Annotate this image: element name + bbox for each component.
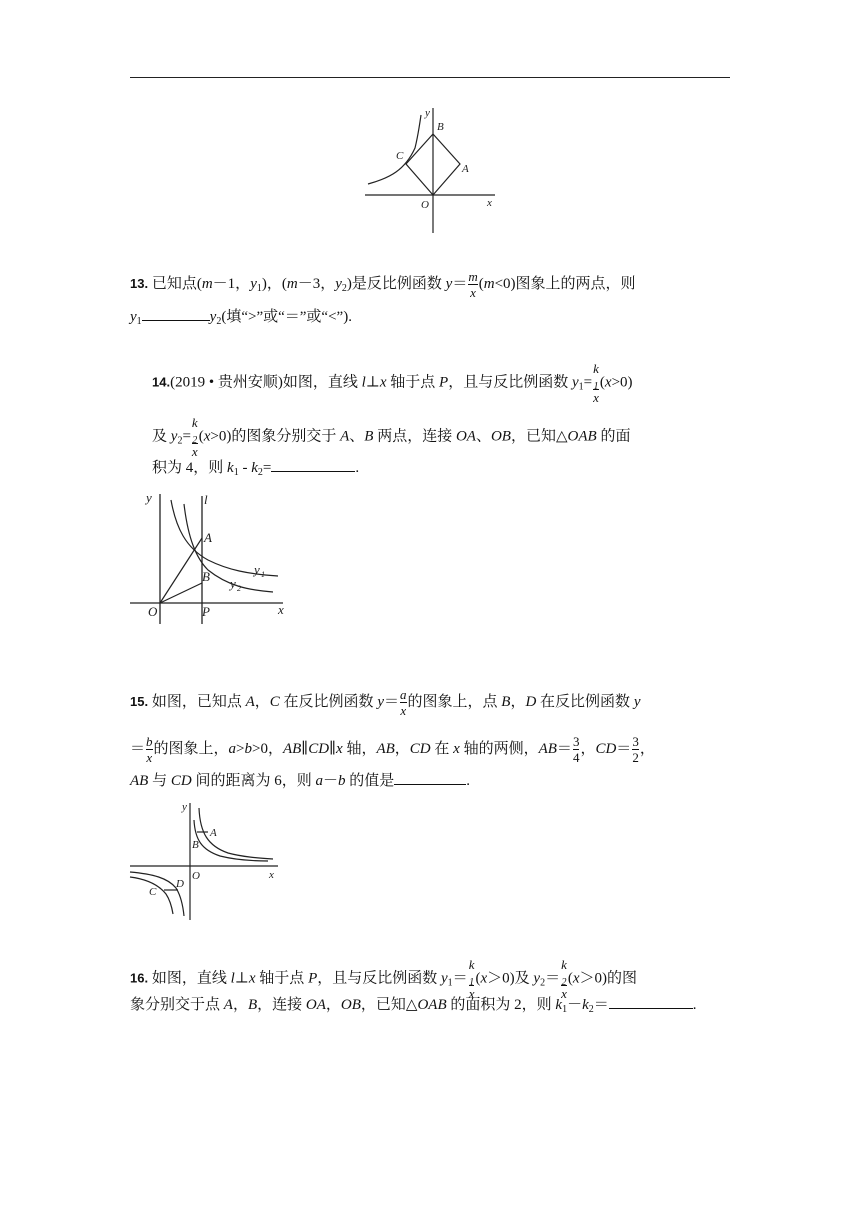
q15-text: 如图，已知点: [151, 693, 246, 710]
q16-var: k: [555, 997, 563, 1013]
fig14-label-x: x: [278, 602, 284, 617]
q14-text: -: [238, 460, 252, 476]
q16-var: x: [248, 970, 256, 987]
q15-var: AB: [538, 740, 557, 757]
q15-text: 轴的两侧，: [459, 740, 539, 757]
q16-text: ，: [325, 997, 341, 1013]
q16-text: ＞0)及: [487, 970, 534, 987]
fig14-label-p: P: [202, 604, 210, 619]
fig14-label-b: B: [202, 569, 210, 584]
q13-text: (填“>”或“＝”或“<”).: [221, 309, 352, 325]
q16-var: x: [572, 970, 580, 987]
q14-line-2: [152, 416, 630, 458]
q13-answer-blank[interactable]: [142, 319, 210, 321]
fig15-label-c: C: [149, 886, 157, 898]
q15-frac3-num: 3: [572, 734, 580, 749]
q13-text: )是反比例函数: [346, 275, 446, 292]
q16-text: ⊥: [234, 970, 249, 987]
q16-text: ＝: [452, 970, 468, 987]
fig15-label-d: D: [176, 878, 184, 890]
fig14-label-l: l: [204, 492, 208, 507]
q14-text: =: [182, 428, 191, 445]
q15-text: ，: [510, 693, 526, 710]
q14-var: k: [227, 460, 234, 476]
q13-var: m: [286, 275, 298, 292]
q14-number: 14.: [152, 374, 171, 390]
q16-line-2: [130, 998, 697, 1013]
q15-text: 的值是: [345, 773, 395, 789]
q15-var: a: [315, 773, 323, 789]
q15-fraction-3: [573, 735, 580, 764]
q14-var: B: [364, 428, 374, 445]
q15-text: 间的距离为 6，则: [191, 773, 316, 789]
q13-text: (: [478, 275, 484, 292]
q14-text: 积为 4，则: [152, 460, 228, 476]
q15-var: x: [453, 740, 460, 757]
q16-text: 轴于点: [255, 970, 309, 987]
q15-var: B: [501, 693, 511, 710]
q14-var: y: [170, 428, 178, 445]
figure-q12: [360, 100, 510, 240]
q15-var: A: [245, 693, 255, 710]
q14-var: k: [251, 460, 258, 476]
q14-var: A: [340, 428, 350, 445]
fig14-label-a: A: [204, 530, 212, 545]
q13-sub: 1: [256, 282, 262, 294]
q16-text: ＞0)的图: [579, 970, 638, 987]
q15-text: 在反比例函数: [536, 693, 634, 710]
q16-text: ＝: [545, 970, 561, 987]
q15-frac1-num: a: [400, 687, 407, 702]
q16-line-1: [130, 958, 637, 1000]
q14-frac1-den: x: [593, 390, 599, 405]
q15-line-2: [130, 735, 655, 764]
q13-text: 已知点(: [151, 275, 202, 292]
q13-text: －3，: [297, 275, 336, 292]
fig12-label-y: y: [425, 107, 430, 119]
q16-fraction-1: [469, 958, 475, 1000]
q16-frac2-den: x: [561, 986, 567, 1001]
q14-text: =: [583, 374, 593, 391]
q16-text: ，: [232, 997, 248, 1013]
q14-var: OB: [490, 428, 511, 445]
q15-var: CD: [595, 740, 617, 757]
q14-fraction-1: [593, 362, 599, 404]
q16-text: 如图，直线: [151, 970, 231, 987]
q13-var: m: [483, 275, 495, 292]
q13-var: y: [335, 275, 342, 292]
q14-answer-blank[interactable]: [271, 470, 355, 472]
fig14-label-y2: y: [230, 576, 236, 591]
fig12-label-o: O: [421, 199, 429, 211]
q15-text: .: [466, 773, 470, 789]
q15-line-3: [130, 774, 470, 789]
q16-var: OA: [305, 997, 326, 1013]
q15-var: CD: [409, 740, 431, 757]
q16-text: ，已知△: [360, 997, 418, 1013]
q13-var: y: [250, 275, 257, 292]
fig15-label-x: x: [269, 869, 274, 881]
fig12-label-x: x: [487, 197, 492, 209]
q13-var: y: [130, 309, 137, 325]
q15-line-1: [130, 688, 640, 717]
q14-sub: 2: [177, 435, 183, 447]
q14-text: ，已知△: [510, 428, 568, 445]
q15-fraction-4: [632, 735, 639, 764]
q13-text: )，(: [261, 275, 287, 292]
q15-frac4-den: 2: [632, 750, 639, 765]
q16-sub: 1: [447, 977, 453, 989]
fig12-label-b: B: [437, 121, 444, 133]
q16-var: A: [223, 997, 233, 1013]
q16-sub: 2: [540, 977, 546, 989]
q16-var: x: [480, 970, 488, 987]
fig15-label-y: y: [182, 801, 187, 813]
q15-var: AB: [376, 740, 395, 757]
q15-var: y: [633, 693, 641, 710]
q15-text: 的图象上，: [153, 740, 229, 757]
fig12-label-a: A: [462, 163, 469, 175]
q14-text: ⊥: [365, 374, 380, 391]
q15-var: D: [525, 693, 537, 710]
q15-var: x: [336, 740, 343, 757]
q15-text: >: [236, 740, 245, 757]
q15-text: ＝: [616, 740, 632, 757]
q14-text: 、: [475, 428, 491, 445]
q15-text: ∥: [301, 740, 309, 757]
q14-fraction-2: [192, 416, 198, 458]
q16-sub: 1: [562, 1004, 568, 1015]
q14-var: OA: [455, 428, 476, 445]
fig12-label-c: C: [396, 150, 404, 162]
q15-number: 15.: [130, 693, 149, 709]
q16-var: B: [247, 997, 258, 1013]
q13-line-2: [130, 310, 352, 325]
q16-var: y: [441, 970, 448, 987]
q14-text: >0): [611, 374, 633, 391]
q14-text: ，且与反比例函数: [448, 374, 572, 391]
q15-text: 的图象上，点: [407, 693, 502, 710]
q13-frac-num: m: [468, 269, 478, 284]
q14-text: (: [198, 428, 204, 445]
q13-sub: 1: [136, 316, 142, 327]
q14-frac1-num: k: [593, 361, 599, 376]
q14-var: OAB: [567, 428, 597, 445]
q16-var: OAB: [417, 997, 447, 1013]
q15-frac2-den: x: [146, 750, 153, 765]
q16-sub: 2: [588, 1004, 594, 1015]
q15-frac2-num: b: [146, 734, 153, 749]
q14-text: 的面: [596, 428, 631, 445]
q13-var: m: [201, 275, 213, 292]
q14-var: P: [439, 374, 449, 391]
q15-text: 轴，: [342, 740, 377, 757]
q14-var: x: [379, 374, 387, 391]
q14-sub: 1: [578, 381, 584, 393]
q14-text: (2019 • 贵州安顺)如图，直线: [170, 374, 362, 391]
q13-number: 13.: [130, 275, 149, 291]
q16-answer-blank[interactable]: [609, 1007, 693, 1009]
q16-var: y: [533, 970, 541, 987]
q16-text: ，且与反比例函数: [317, 970, 441, 987]
q13-text: －1，: [212, 275, 251, 292]
q15-text: ，: [254, 693, 270, 710]
fig14-label-o: O: [148, 604, 158, 619]
q14-text: (: [599, 374, 605, 391]
q14-line-1: [152, 362, 633, 404]
q15-text: －: [322, 773, 338, 789]
q15-text: ，: [394, 740, 410, 757]
q16-text: ，连接: [257, 997, 306, 1013]
q13-text: <0)图象上的两点，则: [494, 275, 636, 292]
q14-var: x: [203, 428, 211, 445]
q15-text: >0，: [252, 740, 283, 757]
q15-fraction-1: [400, 688, 407, 717]
q13-text: ＝: [452, 275, 468, 292]
q16-frac1-num: k: [468, 957, 475, 972]
q16-fraction-2: [561, 958, 567, 1000]
q13-var: y: [209, 309, 217, 325]
q14-text: .: [355, 460, 360, 476]
q14-frac2-num: k: [191, 415, 198, 430]
q14-text: 、: [349, 428, 365, 445]
q14-frac2-num-sub: 2: [192, 435, 198, 446]
q14-text: >0)的图象分别交于: [210, 428, 341, 445]
q15-var: a: [228, 740, 237, 757]
figure-q14: [128, 488, 293, 628]
figure-q15: [128, 798, 283, 923]
q15-var: CD: [170, 773, 192, 789]
q15-frac4-num: 3: [632, 734, 639, 749]
q14-var: x: [604, 374, 612, 391]
q16-frac1-den: x: [468, 986, 475, 1001]
q15-answer-blank[interactable]: [394, 783, 466, 785]
q14-text: 及: [152, 428, 171, 445]
q16-text: (: [567, 970, 573, 987]
q16-text: 的面积为 2，则: [446, 997, 556, 1013]
q15-var: b: [244, 740, 252, 757]
q13-sub: 2: [216, 316, 222, 327]
fig15-label-a: A: [210, 827, 217, 839]
fig15-label-o: O: [192, 870, 200, 882]
fig15-label-b: B: [192, 839, 199, 851]
q14-sub: 1: [233, 467, 239, 478]
q13-line-1: [130, 270, 636, 299]
q15-text: ，: [580, 740, 596, 757]
q16-var: l: [230, 970, 235, 987]
q15-var: b: [337, 773, 346, 789]
q15-text: 在: [430, 740, 454, 757]
q15-var: CD: [308, 740, 330, 757]
q15-var: AB: [130, 773, 149, 789]
fig14-label-y2-sub: 2: [237, 584, 241, 593]
q15-text: 在反比例函数: [279, 693, 378, 710]
q15-text: ＝: [130, 740, 146, 757]
q14-var: y: [571, 374, 579, 391]
q15-var: AB: [282, 740, 302, 757]
q16-frac2-num-sub: 2: [561, 977, 567, 988]
header-rule: [130, 77, 730, 78]
q15-text: ∥: [329, 740, 337, 757]
q15-text: ，: [639, 740, 655, 757]
q14-text: 两点，连接: [373, 428, 456, 445]
q15-text: ＝: [383, 693, 399, 710]
q14-var: l: [361, 374, 366, 391]
q14-sub: 2: [257, 467, 263, 478]
q16-number: 16.: [130, 970, 149, 986]
q13-fraction: [468, 270, 477, 299]
q15-frac3-den: 4: [572, 750, 580, 765]
q15-var: y: [377, 693, 384, 710]
q13-frac-den: x: [470, 285, 476, 300]
q15-text: ＝: [556, 740, 572, 757]
q16-text: (: [475, 970, 481, 987]
q15-fraction-2: [146, 735, 153, 764]
q15-text: 与: [148, 773, 171, 789]
q15-var: C: [269, 693, 280, 710]
q14-frac1-num-sub: 1: [593, 381, 599, 392]
fig14-label-y1: y: [254, 562, 260, 577]
q14-text: =: [262, 460, 272, 476]
q16-var: k: [582, 997, 589, 1013]
fig14-label-y: y: [146, 490, 152, 505]
q14-text: 轴于点: [386, 374, 440, 391]
q15-frac1-den: x: [400, 703, 407, 718]
q14-line-3: [152, 461, 359, 476]
q16-text: ＝: [593, 997, 609, 1013]
q16-text: －: [567, 997, 583, 1013]
fig14-label-y1-sub: 1: [261, 570, 265, 579]
q16-frac2-num: k: [561, 957, 567, 972]
q16-text: 象分别交于点: [130, 997, 224, 1013]
q16-text: .: [692, 997, 697, 1013]
q16-var: P: [308, 970, 318, 987]
q13-sub: 2: [341, 282, 347, 294]
q14-frac2-den: x: [191, 444, 198, 459]
q16-frac1-num-sub: 1: [469, 977, 475, 988]
q13-var: y: [445, 275, 453, 292]
q16-var: OB: [340, 997, 361, 1013]
